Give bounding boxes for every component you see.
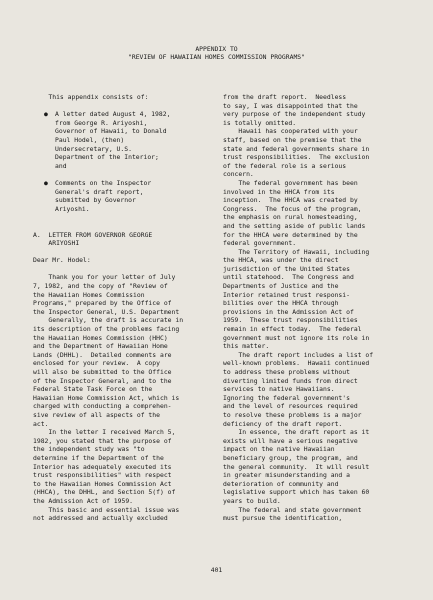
spacer [33,222,213,231]
paragraph-line: inception. The HHCA was created by [223,196,358,205]
left-column [33,93,213,523]
paragraph-line: (HHCA), the DHHL, and Section 5(f) of [33,488,176,497]
paragraph-line: Hawaii has cooperated with your [223,127,358,136]
paragraph-line: enclosed for your review. A copy [33,359,160,368]
paragraph-line: Interior has adequately executed its [33,462,172,471]
paragraph-line: remain in effect today. The federal [223,325,362,334]
paragraph-line: trust responsibilities. The exclusion [223,153,370,162]
paragraph-line: the general community. It will result [223,462,370,471]
paragraph-line: Generally, the draft is accurate in [33,316,184,325]
salutation: Dear Mr. Hodel: [33,256,91,265]
paragraph-line: for the HHCA were determined by the [223,230,358,239]
paragraph-line: and the level of resources required [223,402,358,411]
paragraph-line: the Hawaiian Homes Commission [33,290,145,299]
paragraph-line: years to build. [223,496,281,505]
paragraph-line: very purpose of the independent study [223,110,366,119]
paragraph-line: must pursue the identification, [223,514,343,523]
paragraph-line: of the federal role is a serious [223,161,347,170]
paragraph-line: The federal and state government [223,505,362,514]
paragraph-line: sive review of all aspects of the [33,410,160,419]
appendix-subtitle: "REVIEW OF HAWAIIAN HOMES COMMISSION PROGRAMS" [128,53,305,61]
paragraph-line: until statehood. The Congress and [223,273,354,282]
paragraph-line: The Territory of Hawaii, including [223,247,370,256]
paragraph-line: state and federal governments share in [223,144,370,153]
paragraph-line: In essence, the draft report as it [223,428,370,437]
paragraph-line: In the letter I received March 5, [33,428,176,437]
paragraph-line: provisions in the Admission Act of [223,307,354,316]
paragraph-line: charged with conducting a comprehen- [33,402,172,411]
paragraph-line: jurisdiction of the United States [223,264,350,273]
appendix-title: APPENDIX TO [195,45,238,53]
paragraph-line: not addressed and actually excluded [33,514,168,523]
paragraph-line: Ignoring the federal government's [223,393,350,402]
bullet-line: from George R. Ariyoshi, [55,118,148,127]
bullet-line: Undersecretary, U.S. [55,144,132,153]
paragraph-line: services to native Hawaiians. [223,385,335,394]
paragraph-line: well-known problems. Hawaii continued [223,359,370,368]
paragraph-line: Lands (DHHL). Detailed comments are [33,350,172,359]
spacer [33,248,213,257]
paragraph-line: will also be submitted to the Office [33,368,172,376]
paragraph-line: impact on the native Hawaiian [223,445,335,454]
paragraph-line: Programs," prepared by the Office of [33,299,172,308]
paragraph-line: in greater misunderstanding and a [223,471,350,480]
paragraph-line: This basic and essential issue was [33,505,180,514]
paragraph-line: Thank you for your letter of July [33,273,176,282]
paragraph-line: the emphasis on rural homesteading, [223,213,358,222]
paragraph-line: the Admission Act of 1959. [33,496,134,505]
bullet-dot-icon: ● [44,178,48,187]
spacer [33,213,213,222]
paragraph-line: trust responsibilities" with respect [33,471,172,480]
paragraph-line: 1982, you stated that the purpose of [33,436,172,445]
paragraph-line: its description of the problems facing [33,325,180,334]
paragraph-line: to the Hawaiian Homes Commission Act [33,479,172,488]
paragraph-line: of the Inspector General, and to the [33,376,172,385]
paragraph-line: Federal State Task Force on the [33,385,153,394]
spacer [33,102,213,111]
spacer [33,170,213,179]
paragraph-line: concern. [223,170,254,179]
paragraph-line: legislative support which has taken 60 [223,488,370,497]
page-number: 401 [210,566,223,574]
bullet-line: Comments on the Inspector [55,178,152,187]
paragraph-line: the HHCA, was under the direct [223,256,339,265]
paragraph-line: beneficiary group, the program, and [223,453,358,462]
paragraph-line: Hawaiian Home Commission Act, which is [33,393,180,402]
bullet-line: Governor of Hawaii, to Donald [55,127,167,136]
paragraph-line: the Hawaiian Homes Commission (HHC) [33,333,168,342]
paragraph-line: Departments of Justice and the [223,282,339,291]
bullet-item [33,110,213,170]
section-heading-line: A. LETTER FROM GOVERNOR GEORGE [33,230,153,239]
paragraph-line: diverting limited funds from direct [223,376,358,385]
paragraph-line: The draft report includes a list of [223,350,374,359]
paragraph-line: from the draft report. Needless [223,93,347,101]
bullet-line: General's draft report, [55,187,144,196]
paragraph-line: to address these problems without [223,368,350,376]
paragraph-line: exists will have a serious negative [223,436,358,445]
paragraph-line: to resolve these problems is a major [223,410,362,419]
paragraph-line: to say, I was disappointed that the [223,101,358,110]
paragraph-line: this matter. [223,342,270,351]
paragraph-line: involved in the HHCA from its [223,187,335,196]
paragraph-line: The federal government has been [223,178,358,187]
paragraph-line: 7, 1982, and the copy of "Review of [33,282,168,291]
bullet-line: and [55,161,67,170]
paragraph-line: 1959. These trust responsibilities [223,316,358,325]
bullet-line: Department of the Interior; [55,153,159,162]
paragraph-line: and the Department of Hawaiian Home [33,342,168,351]
paragraph-line: bilities over the HHCA through [223,299,339,308]
paragraph-line: government must not ignore its role in [223,333,370,342]
bullet-dot-icon: ● [44,110,48,119]
intro-line: This appendix consists of: [33,93,149,101]
paragraph-line: determine if the Department of the [33,453,164,462]
paragraph-line: the Inspector General, U.S. Department [33,307,180,316]
paragraph-line: and the setting aside of public lands [223,221,366,230]
paragraph-line: staff, based on the premise that the [223,135,362,144]
bullet-line: Paul Hodel, (then) [55,135,125,144]
paragraph-line: is totally omitted. [223,118,297,127]
bullet-line: Ariyoshi. [55,204,90,213]
bullet-line: A letter dated August 4, 1982, [55,110,171,119]
bullet-item [33,179,213,213]
paragraph-line: the independent study was "to [33,445,145,454]
paragraph-line: deficiency of the draft report. [223,419,343,428]
right-column [223,93,403,523]
paragraph-line: Congress. The focus of the program, [223,204,362,213]
paragraph-line: deterioration of community and [223,479,339,488]
paragraph-line: Interior retained trust responsi- [223,290,350,299]
spacer [33,265,213,274]
paragraph-line: federal government. [223,239,297,248]
section-heading-line: ARIYOSHI [33,239,80,248]
paragraph-line: act. [33,419,49,428]
bullet-line: submitted by Governor [55,196,136,205]
